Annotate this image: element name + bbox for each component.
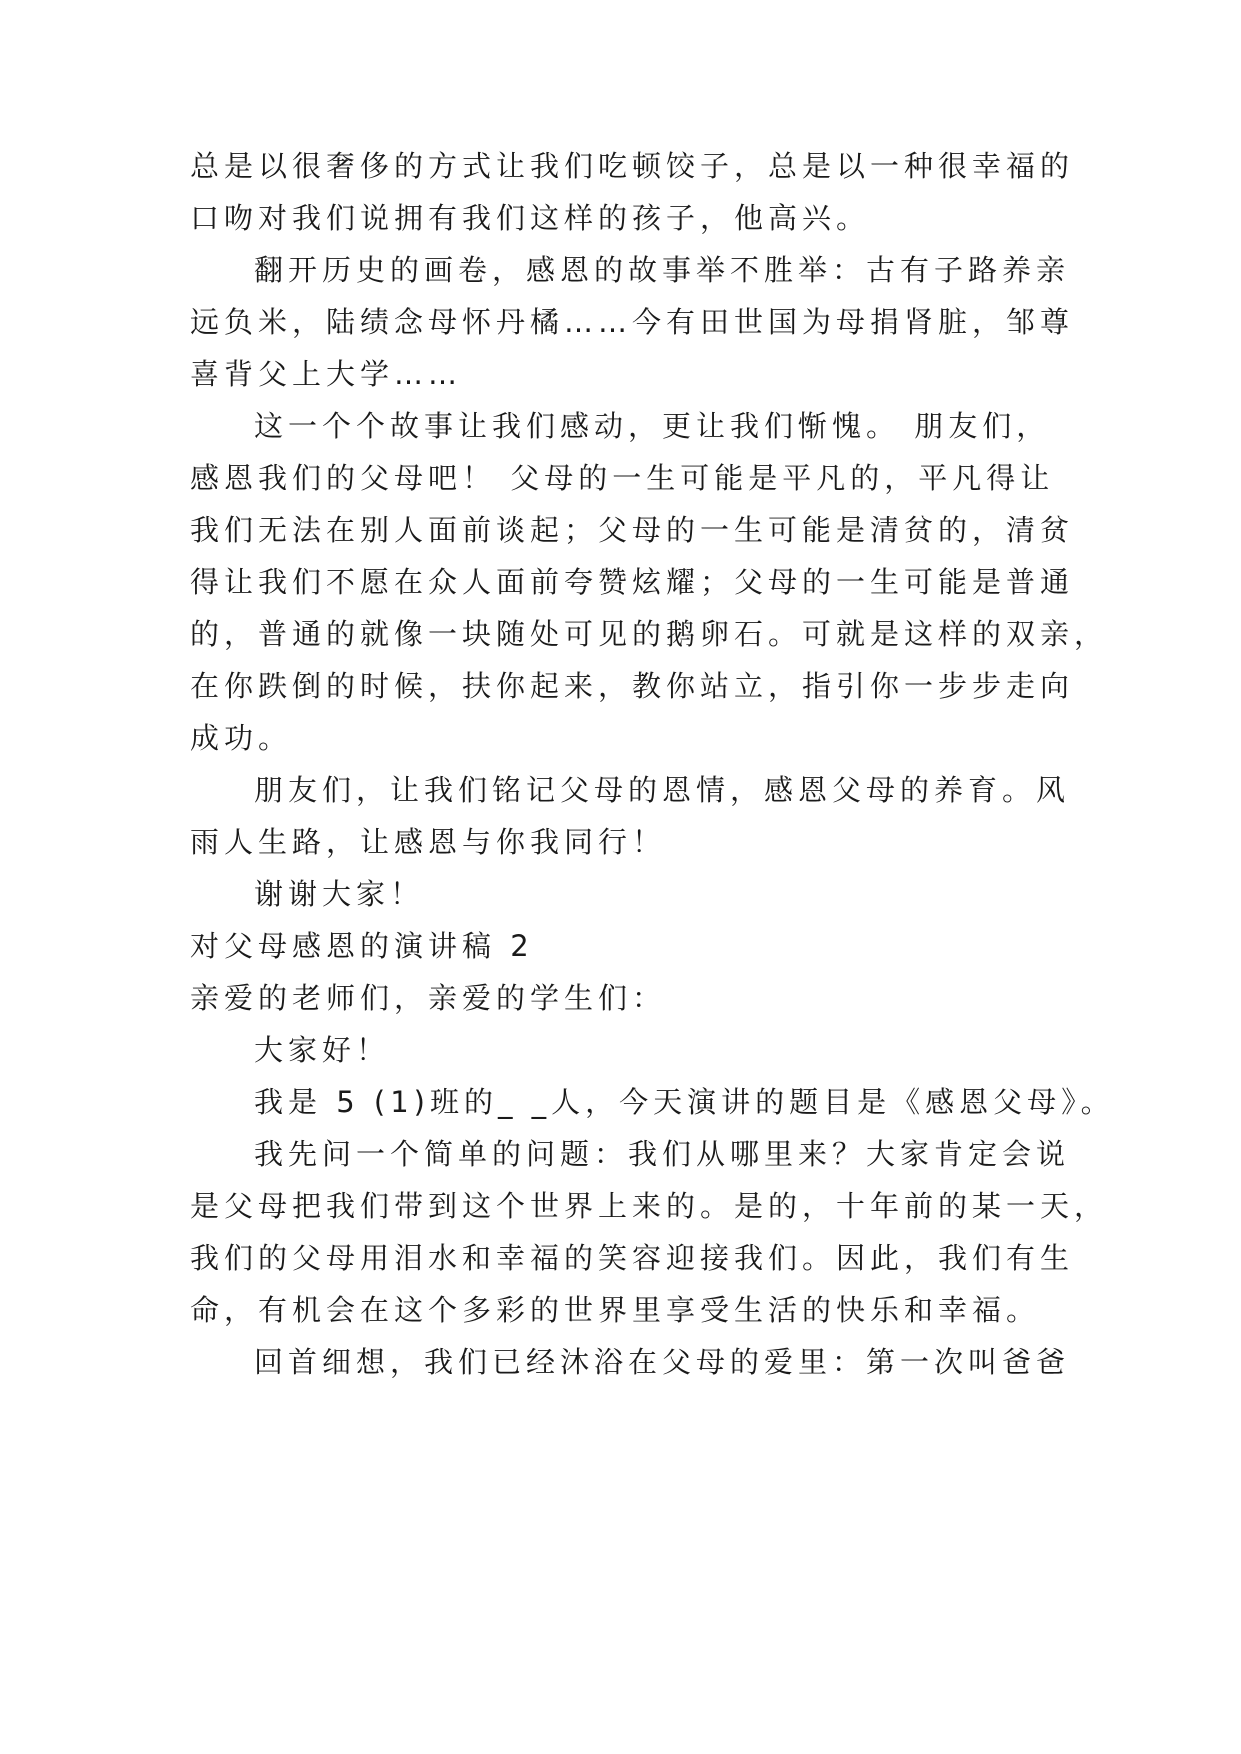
text-line: 远负米，陆绩念母怀丹橘……今有田世国为母捐肾脏，邹尊 <box>190 305 1075 339</box>
paragraph-start: 回首细想，我们已经沐浴在父母的爱里：第一次叫爸爸 <box>254 1345 1071 1379</box>
paragraph-start: 这一个个故事让我们感动，更让我们惭愧。 朋友们， <box>254 409 1051 443</box>
text-line: 口吻对我们说拥有我们这样的孩子，他高兴。 <box>190 201 871 235</box>
text-line: 的，普通的就像一块随处可见的鹅卵石。可就是这样的双亲， <box>190 617 1109 651</box>
salutation: 亲爱的老师们，亲爱的学生们： <box>190 981 667 1015</box>
text-line: 得让我们不愿在众人面前夸赞炫耀；父母的一生可能是普通 <box>190 565 1075 599</box>
text-line: 在你跌倒的时候，扶你起来，教你站立，指引你一步步走向 <box>190 669 1075 703</box>
greeting: 大家好！ <box>254 1033 391 1067</box>
text-line: 雨人生路，让感恩与你我同行！ <box>190 825 667 859</box>
text-line: 总是以很奢侈的方式让我们吃顿饺子，总是以一种很幸福的 <box>190 149 1075 183</box>
section-title: 对父母感恩的演讲稿 2 <box>190 929 534 963</box>
paragraph-start: 朋友们，让我们铭记父母的恩情，感恩父母的养育。风 <box>254 773 1071 807</box>
paragraph-start: 我先问一个简单的问题：我们从哪里来？大家肯定会说 <box>254 1137 1071 1171</box>
text-line: 成功。 <box>190 721 293 755</box>
text-line: 感恩我们的父母吧！ 父母的一生可能是平凡的，平凡得让 <box>190 461 1055 495</box>
text-line: 我们无法在别人面前谈起；父母的一生可能是清贫的，清贫 <box>190 513 1075 547</box>
text-line: 命，有机会在这个多彩的世界里享受生活的快乐和幸福。 <box>190 1293 1041 1327</box>
text-line: 我们的父母用泪水和幸福的笑容迎接我们。因此，我们有生 <box>190 1241 1075 1275</box>
closing-line: 谢谢大家！ <box>254 877 425 911</box>
text-line: 喜背父上大学…… <box>190 357 463 391</box>
text-line: 是父母把我们带到这个世界上来的。是的，十年前的某一天， <box>190 1189 1109 1223</box>
paragraph-start: 我是 5 (1)班的_ _人，今天演讲的题目是《感恩父母》。 <box>254 1085 1115 1119</box>
paragraph-start: 翻开历史的画卷，感恩的故事举不胜举：古有子路养亲 <box>254 253 1071 287</box>
